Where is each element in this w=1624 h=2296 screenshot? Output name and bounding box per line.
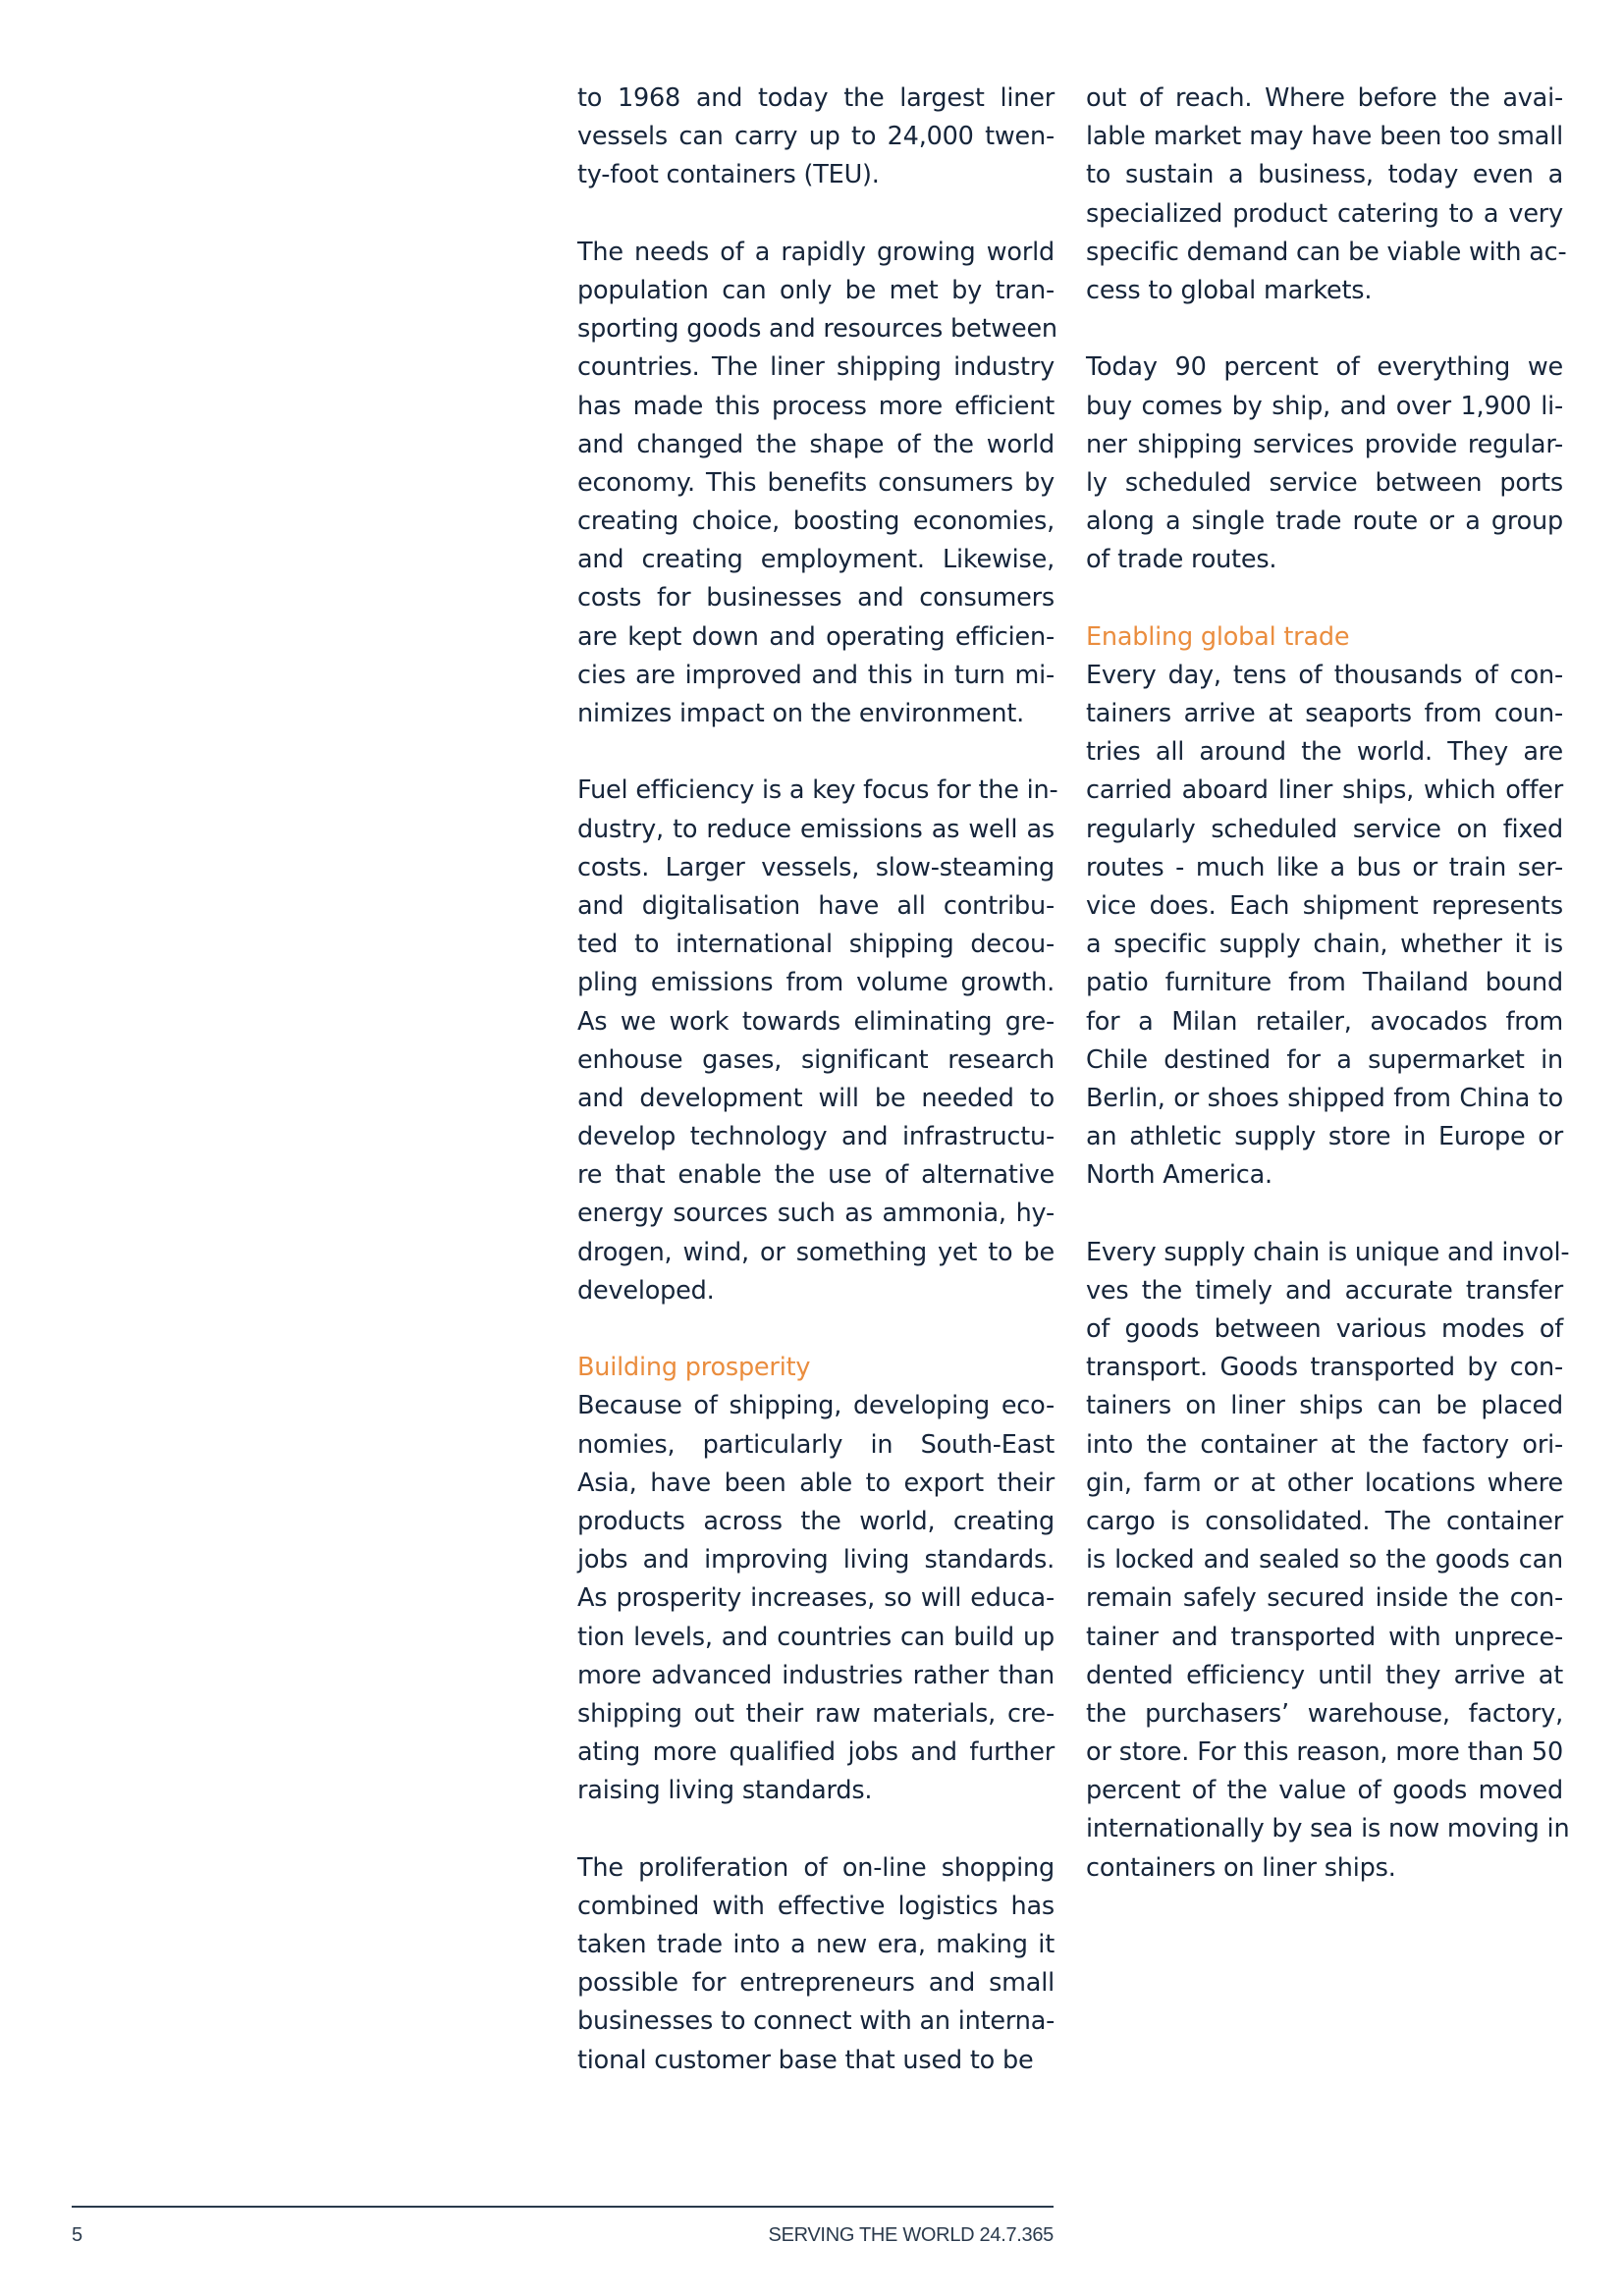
text-line: has made this process more efficient bbox=[577, 391, 1055, 421]
paragraph bbox=[577, 1849, 1055, 2080]
text-line: Every supply chain is unique and invol- bbox=[1086, 1237, 1570, 1267]
text-line: jobs and improving living standards. bbox=[577, 1545, 1055, 1575]
text-line: routes - much like a bus or train ser- bbox=[1086, 852, 1563, 882]
text-line: Asia, have been able to export their bbox=[577, 1468, 1055, 1498]
text-line: Berlin, or shoes shipped from China to bbox=[1086, 1083, 1563, 1113]
text-line: containers on liner ships. bbox=[1086, 1852, 1396, 1883]
text-line: North America. bbox=[1086, 1160, 1272, 1191]
text-line: ty-foot containers (TEU). bbox=[577, 160, 880, 190]
text-line: ted to international shipping decou- bbox=[577, 930, 1055, 960]
text-line: ner shipping services provide regular- bbox=[1086, 429, 1563, 459]
text-line: pling emissions from volume growth. bbox=[577, 968, 1055, 998]
text-line: an athletic supply store in Europe or bbox=[1086, 1122, 1563, 1152]
paragraph bbox=[1086, 657, 1563, 1196]
text-line: nomies, particularly in South-East bbox=[577, 1429, 1055, 1460]
text-line: into the container at the factory ori- bbox=[1086, 1429, 1563, 1460]
text-line: shipping out their raw materials, cre- bbox=[577, 1698, 1055, 1729]
text-line: sporting goods and resources between bbox=[577, 314, 1057, 345]
paragraph bbox=[577, 772, 1058, 1310]
text-line: Fuel efficiency is a key focus for the in- bbox=[577, 775, 1058, 806]
paragraph bbox=[1086, 1234, 1570, 1888]
right-text-column bbox=[1086, 80, 1570, 1888]
text-line: population can only be met by tran- bbox=[577, 275, 1055, 305]
text-line: As prosperity increases, so will educa- bbox=[577, 1583, 1055, 1614]
paragraph-spacer bbox=[1086, 310, 1563, 348]
text-line: cies are improved and this in turn mi- bbox=[577, 660, 1055, 690]
text-line: tional customer base that used to be bbox=[577, 2045, 1034, 2075]
paragraph bbox=[577, 1387, 1055, 1810]
text-line: The proliferation of on-line shopping bbox=[577, 1852, 1055, 1883]
paragraph bbox=[577, 80, 1055, 195]
paragraph bbox=[577, 234, 1055, 733]
section-heading: Building prosperity bbox=[577, 1353, 811, 1383]
text-line: or store. For this reason, more than 50 bbox=[1086, 1737, 1563, 1768]
text-line: ly scheduled service between ports bbox=[1086, 467, 1563, 498]
text-line: tries all around the world. They are bbox=[1086, 737, 1563, 768]
text-line: Every day, tens of thousands of con- bbox=[1086, 660, 1563, 690]
text-line: tainers on liner ships can be placed bbox=[1086, 1391, 1563, 1421]
text-line: Chile destined for a supermarket in bbox=[1086, 1044, 1563, 1075]
text-line: businesses to connect with an interna- bbox=[577, 2006, 1056, 2037]
text-line: percent of the value of goods moved bbox=[1086, 1776, 1563, 1806]
text-line: cargo is consolidated. The container bbox=[1086, 1506, 1563, 1536]
text-line: costs. Larger vessels, slow-steaming bbox=[577, 852, 1055, 882]
text-line: Today 90 percent of everything we bbox=[1086, 352, 1563, 383]
text-line: for a Milan retailer, avocados from bbox=[1086, 1006, 1563, 1037]
text-line: Because of shipping, developing eco- bbox=[577, 1391, 1055, 1421]
text-line: out of reach. Where before the avai- bbox=[1086, 83, 1563, 113]
text-line: along a single trade route or a group bbox=[1086, 507, 1563, 537]
text-line: and changed the shape of the world bbox=[577, 429, 1055, 459]
text-line: taken trade into a new era, making it bbox=[577, 1930, 1055, 1959]
text-line: and digitalisation have all contribu- bbox=[577, 890, 1055, 921]
text-line: more advanced industries rather than bbox=[577, 1660, 1055, 1690]
text-line: products across the world, creating bbox=[577, 1506, 1055, 1536]
text-line: As we work towards eliminating gre- bbox=[577, 1006, 1055, 1037]
text-line: buy comes by ship, and over 1,900 li- bbox=[1086, 391, 1563, 421]
section-heading: Enabling global trade bbox=[1086, 621, 1350, 652]
paragraph-spacer bbox=[1086, 579, 1563, 617]
text-line: and development will be needed to bbox=[577, 1083, 1055, 1113]
footer-publication-title: SERVING THE WORLD 24.7.365 bbox=[768, 2224, 1054, 2246]
text-line: possible for entrepreneurs and small bbox=[577, 1968, 1055, 1999]
paragraph bbox=[1086, 348, 1563, 579]
text-line: of goods between various modes of bbox=[1086, 1314, 1563, 1344]
text-line: to 1968 and today the largest liner bbox=[577, 83, 1055, 113]
text-line: nimizes impact on the environment. bbox=[577, 699, 1025, 728]
text-line: of trade routes. bbox=[1086, 545, 1277, 575]
text-line: economy. This benefits consumers by bbox=[577, 467, 1055, 498]
text-line: The needs of a rapidly growing world bbox=[577, 237, 1055, 267]
paragraph-spacer bbox=[577, 195, 1055, 234]
text-line: tainer and transported with unprece- bbox=[1086, 1622, 1563, 1652]
text-line: raising living standards. bbox=[577, 1776, 873, 1806]
text-line: to sustain a business, today even a bbox=[1086, 160, 1563, 190]
text-line: patio furniture from Thailand bound bbox=[1086, 968, 1563, 998]
text-line: tion levels, and countries can build up bbox=[577, 1622, 1055, 1652]
text-line: ves the timely and accurate transfer bbox=[1086, 1275, 1563, 1306]
text-line: countries. The liner shipping industry bbox=[577, 352, 1055, 383]
paragraph-spacer bbox=[1086, 1195, 1563, 1233]
text-line: develop technology and infrastructu- bbox=[577, 1122, 1055, 1152]
text-line: cess to global markets. bbox=[1086, 275, 1373, 305]
left-text-column bbox=[577, 80, 1058, 2080]
text-line: dustry, to reduce emissions as well as bbox=[577, 814, 1055, 844]
text-line: is locked and sealed so the goods can bbox=[1086, 1545, 1563, 1575]
text-line: costs for businesses and consumers bbox=[577, 583, 1055, 614]
text-line: re that enable the use of alternative bbox=[577, 1160, 1055, 1191]
text-line: developed. bbox=[577, 1275, 715, 1306]
text-line: specific demand can be viable with ac- bbox=[1086, 237, 1567, 267]
text-line: and creating employment. Likewise, bbox=[577, 545, 1055, 575]
text-line: lable market may have been too small bbox=[1086, 122, 1563, 152]
text-line: the purchasers’ warehouse, factory, bbox=[1086, 1698, 1563, 1729]
paragraph-spacer bbox=[577, 1810, 1055, 1848]
text-line: drogen, wind, or something yet to be bbox=[577, 1237, 1055, 1267]
text-line: gin, farm or at other locations where bbox=[1086, 1468, 1563, 1498]
paragraph-spacer bbox=[577, 733, 1055, 772]
text-line: are kept down and operating efficien- bbox=[577, 621, 1055, 652]
text-line: creating choice, boosting economies, bbox=[577, 507, 1055, 537]
page-number: 5 bbox=[72, 2224, 83, 2246]
text-line: tainers arrive at seaports from coun- bbox=[1086, 699, 1563, 728]
text-line: ating more qualified jobs and further bbox=[577, 1737, 1055, 1768]
paragraph bbox=[1086, 80, 1567, 310]
text-line: regularly scheduled service on fixed bbox=[1086, 814, 1563, 844]
text-line: remain safely secured inside the con- bbox=[1086, 1583, 1563, 1614]
text-line: combined with effective logistics has bbox=[577, 1891, 1055, 1921]
text-line: enhouse gases, significant research bbox=[577, 1044, 1055, 1075]
text-line: internationally by sea is now moving in bbox=[1086, 1814, 1570, 1844]
paragraph-spacer bbox=[577, 1310, 1055, 1349]
text-line: energy sources such as ammonia, hy- bbox=[577, 1199, 1055, 1229]
text-line: carried aboard liner ships, which offer bbox=[1086, 775, 1563, 806]
text-line: a specific supply chain, whether it is bbox=[1086, 930, 1563, 960]
text-line: dented efficiency until they arrive at bbox=[1086, 1660, 1563, 1690]
text-line: vessels can carry up to 24,000 twen- bbox=[577, 122, 1055, 152]
footer-divider bbox=[72, 2206, 1054, 2208]
text-line: vice does. Each shipment represents bbox=[1086, 890, 1563, 921]
text-line: specialized product catering to a very bbox=[1086, 198, 1563, 229]
text-line: transport. Goods transported by con- bbox=[1086, 1353, 1563, 1383]
